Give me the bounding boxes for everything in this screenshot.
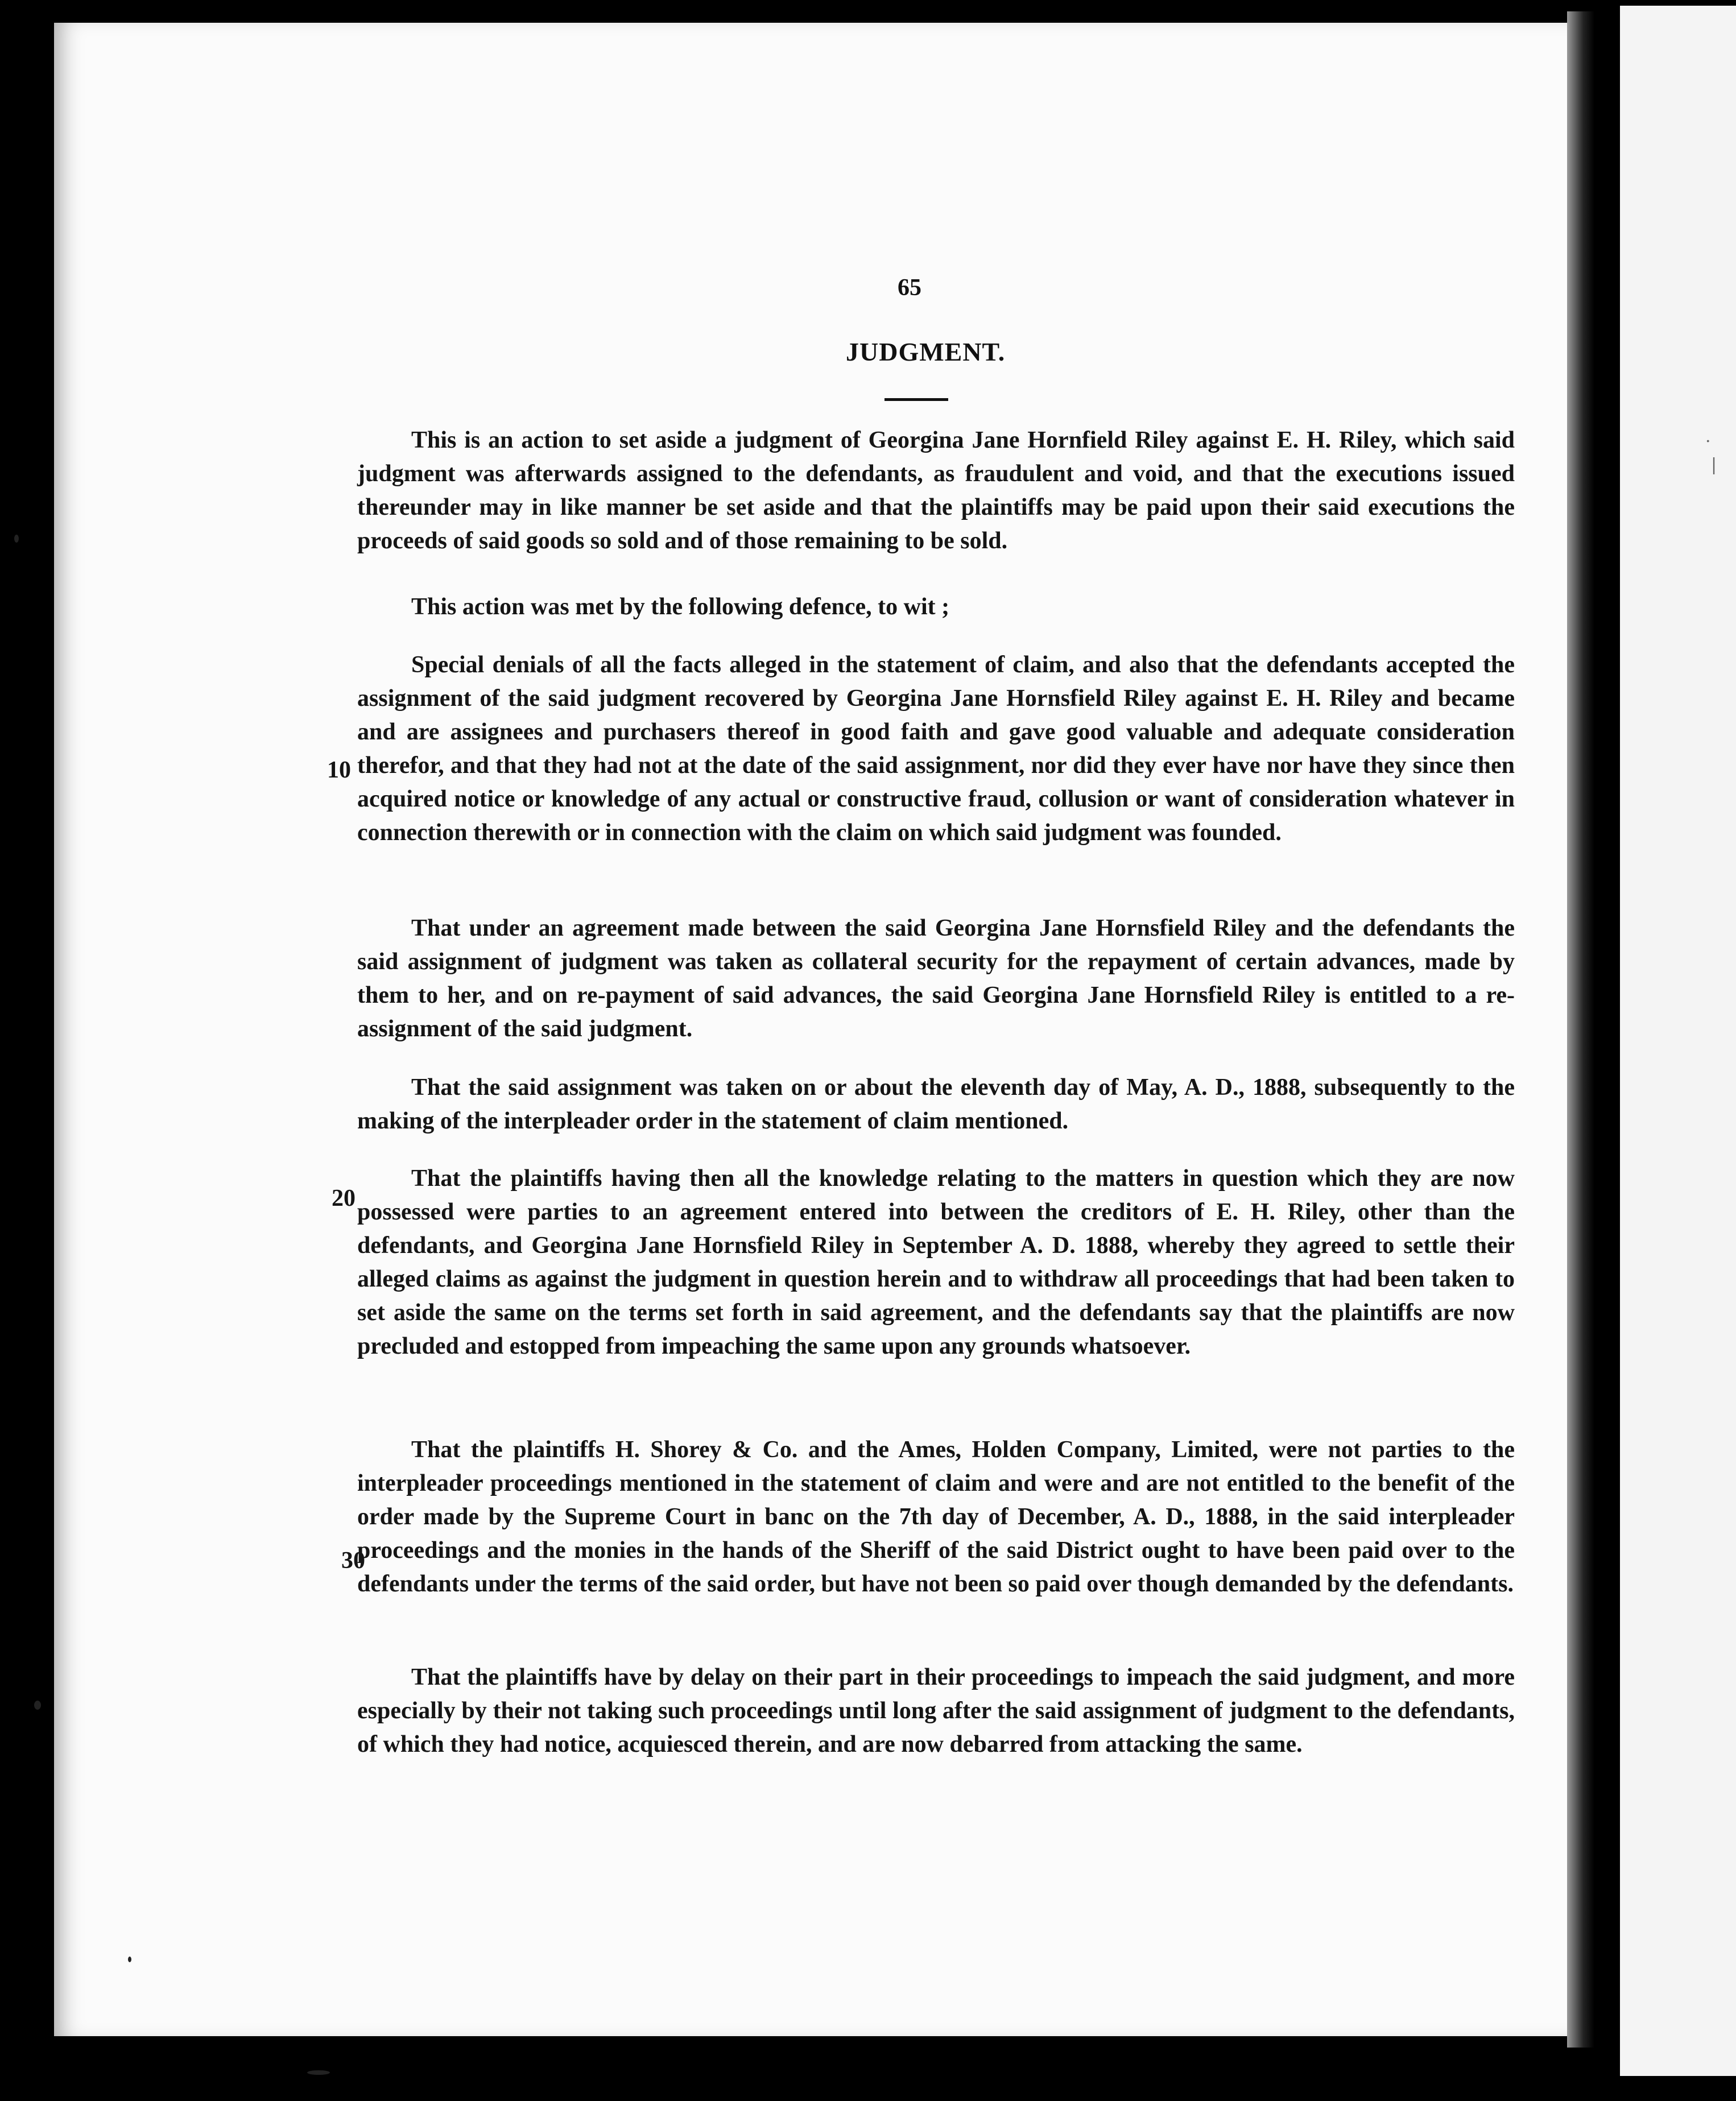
- margin-line-number: 10: [327, 757, 351, 783]
- adjacent-page-fragment: .: [1705, 427, 1711, 446]
- paragraph: That the plaintiffs having then all the knowledge relating to the matters in question which they are now possessed were parties to an agreement entered into between the creditors of E. H. Riley, other than the defendants, and Georgina Jane Hornsfield Riley in September A. D. 1888, whereby they agreed to settle their alleged claims as against the judgment in question herein and to withdraw all proceedings that had been taken to set aside the same on the terms set forth in said agreement, and the defendants say that the plaintiffs are now precluded and estopped from impeaching the same upon any grounds whatsoever.: [357, 1165, 1515, 1359]
- paragraph: That the plaintiffs H. Shorey & Co. and the Ames, Holden Company, Limited, were not parties to the interpleader proceedings mentioned in the statement of claim and were and are not entitled to the benefit of the order made by the Supreme Court in banc on the 7th day of December, A. D., 1888, in the said interpleader proceedings and the monies in the hands of the Sheriff of the said District ought to have been paid over to the defendants under the terms of the said order, but have not been so paid over though demanded by the defendants.: [357, 1437, 1515, 1597]
- paragraph: This action was met by the following defence, to wit ;: [411, 594, 950, 620]
- scan-speck: [34, 1701, 41, 1710]
- paragraph: That under an agreement made between the said Georgina Jane Hornsfield Riley and the defendants the said assignment of judgment was taken as collateral security for the repayment of certain advances, made by them to her, and on re-payment of said advances, the said Georgina Jane Hornsfield Riley is entitled to a re-assignment of the said judgment.: [357, 915, 1515, 1042]
- paragraph: Special denials of all the facts alleged in the statement of claim, and also that the defendants accepted the assignment of the said judgment recovered by Georgina Jane Hornsfield Riley against E. H. Riley and became and are assignees and purchasers thereof in good faith and gave good valuable and adequate consideration therefor, and that they had not at the date of the said assignment, nor did they ever have nor have they since then acquired notice or knowledge of any actual or constructive fraud, collusion or want of consideration whatever in connection therewith or in connection with the claim on which said judgment was founded.: [357, 652, 1515, 846]
- margin-line-number: 20: [332, 1185, 356, 1211]
- heading-divider: [884, 398, 948, 401]
- margin-line-number: 30: [341, 1548, 365, 1574]
- page-number: 65: [898, 275, 921, 301]
- scan-speck: [14, 535, 19, 543]
- adjacent-page-edge: [1620, 6, 1736, 2076]
- paragraph: That the plaintiffs have by delay on their part in their proceedings to impeach the said judgment, and more especially by their not taking such proceedings until long after the said assignment of judgment to the defendants, of which they had notice, acquiesced therein, and are now debarred from attacking the same.: [357, 1664, 1515, 1757]
- adjacent-page-fragment: |: [1711, 455, 1717, 475]
- page-gutter: [1567, 11, 1594, 2048]
- scan-speck: [128, 1957, 131, 1962]
- paragraph: That the said assignment was taken on or about the eleventh day of May, A. D., 1888, subsequently to the making of the interpleader order in the statement of claim mentioned.: [357, 1074, 1515, 1134]
- paragraph: This is an action to set aside a judgment of Georgina Jane Hornfield Riley against E. H. Riley, which said judgment was afterwards assigned to the defendants, as fraudulent and void, and that the executions issued thereunder may in like manner be set aside and that the plaintiffs may be paid upon their said executions the proceeds of said goods so sold and of those remaining to be sold.: [357, 427, 1515, 554]
- page-title: JUDGMENT.: [846, 337, 1006, 366]
- scan-speck: [307, 2070, 330, 2075]
